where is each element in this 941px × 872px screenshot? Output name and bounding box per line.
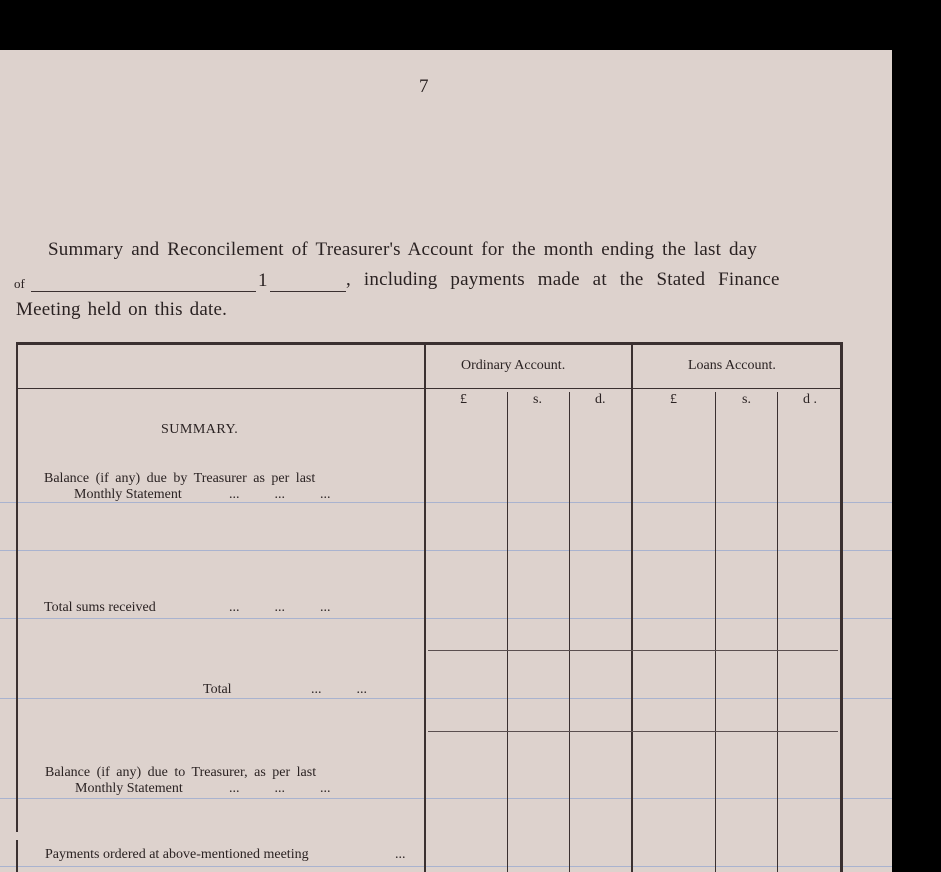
balance-to-treasurer-dots: ... ... ... — [229, 781, 331, 796]
ordinary-pence-label: d. — [595, 392, 606, 407]
balance-to-treasurer-line-1: Balance (if any) due to Treasurer, as per last — [45, 765, 317, 780]
column-divider-accounts — [631, 345, 633, 872]
intro-line-2: , including payments made at the Stated Finance — [346, 269, 780, 290]
balance-by-treasurer-line-2: Monthly Statement — [74, 487, 182, 502]
subcolumn-divider — [777, 392, 778, 872]
subcolumn-divider — [569, 392, 570, 872]
balance-by-treasurer-line-1: Balance (if any) due by Treasurer as per last — [44, 471, 316, 486]
intro-year-digit: 1 — [258, 270, 268, 291]
total-sums-received-dots: ... ... ... — [229, 600, 331, 615]
ledger-page — [0, 50, 892, 872]
blank-month-line — [31, 291, 256, 292]
summary-title: SUMMARY. — [161, 422, 239, 437]
total-rule — [428, 731, 838, 732]
intro-of-label: of — [14, 276, 25, 291]
ruled-line — [0, 866, 892, 867]
subcolumn-divider — [715, 392, 716, 872]
ordinary-pounds-label: £ — [460, 392, 467, 407]
loans-pounds-label: £ — [670, 392, 677, 407]
subtotal-rule — [428, 650, 838, 651]
table-left-border-lower — [16, 840, 18, 872]
balance-to-treasurer-line-2: Monthly Statement — [75, 781, 183, 796]
ordinary-shillings-label: s. — [533, 392, 542, 407]
loans-pence-label: d . — [803, 392, 817, 407]
column-divider-main — [424, 345, 426, 872]
ruled-line — [0, 618, 892, 619]
ruled-line — [0, 550, 892, 551]
ordinary-account-header: Ordinary Account. — [461, 358, 566, 373]
intro-line-1: Summary and Reconcilement of Treasurer's Account for the month ending the last day — [48, 239, 758, 260]
total-dots: ... ... — [311, 682, 367, 697]
total-sums-received-label: Total sums received — [44, 600, 156, 615]
intro-line-3: Meeting held on this date. — [16, 299, 228, 320]
total-label: Total — [203, 682, 232, 697]
loans-shillings-label: s. — [742, 392, 751, 407]
table-right-border — [840, 342, 843, 872]
header-divider — [16, 388, 842, 389]
blank-year-line — [270, 291, 346, 292]
table-left-border — [16, 342, 18, 832]
payments-ordered-dots: ... — [395, 847, 406, 862]
ruled-line — [0, 798, 892, 799]
page-number: 7 — [419, 76, 429, 97]
loans-account-header: Loans Account. — [688, 358, 776, 373]
ruled-line — [0, 698, 892, 699]
balance-by-treasurer-dots: ... ... ... — [229, 487, 331, 502]
subcolumn-divider — [507, 392, 508, 872]
table-top-border — [16, 342, 842, 345]
payments-ordered-label: Payments ordered at above-mentioned meeting — [45, 847, 309, 862]
